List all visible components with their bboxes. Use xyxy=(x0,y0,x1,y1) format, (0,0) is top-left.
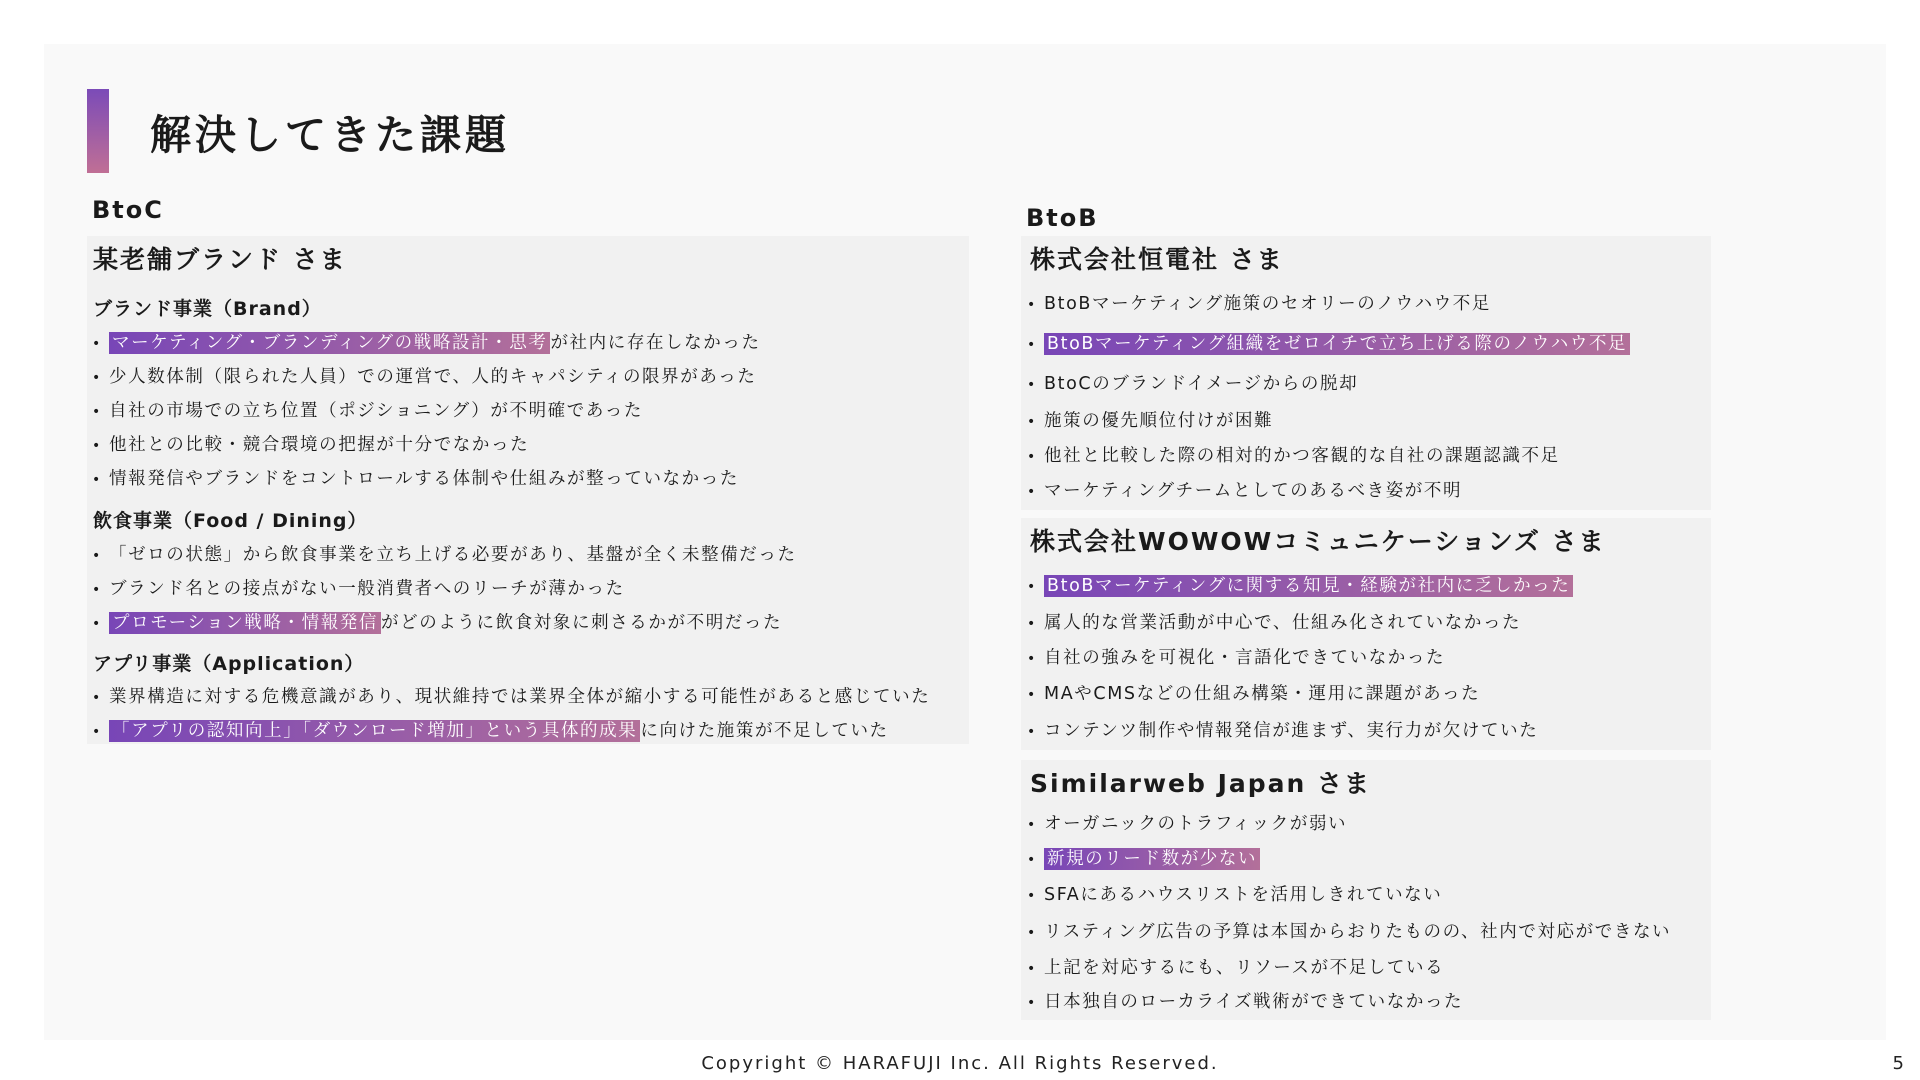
list-item: • 「アプリの認知向上」「ダウンロード増加」という具体的成果 に向けた施策が不足していた xyxy=(92,721,889,741)
highlight: BtoBマーケティングに関する知見・経験が社内に乏しかった xyxy=(1044,575,1573,597)
list-item: • 自社の市場での立ち位置（ポジショニング）が不明確であった xyxy=(92,401,644,421)
list-item: • オーガニックのトラフィックが弱い xyxy=(1027,814,1348,834)
list-item: • プロモーション戦略・情報発信 がどのように飲食対象に刺さるかが不明だった xyxy=(92,613,783,633)
list-item: • BtoBマーケティングに関する知見・経験が社内に乏しかった xyxy=(1027,573,1573,600)
list-item: • 日本独自のローカライズ戦術ができていなかった xyxy=(1027,992,1464,1012)
btoc-section-heading: アプリ事業（Application） xyxy=(93,653,365,675)
list-item: • リスティング広告の予算は本国からおりたものの、社内で対応ができない xyxy=(1027,922,1672,942)
list-item: • 属人的な営業活動が中心で、仕組み化されていなかった xyxy=(1027,613,1522,633)
list-item: • 他社との比較・競合環境の把握が十分でなかった xyxy=(92,435,530,455)
page-title: 解決してきた課題 xyxy=(150,111,510,159)
title-accent-bar xyxy=(87,89,109,173)
list-item: • SFAにあるハウスリストを活用しきれていない xyxy=(1027,885,1443,905)
list-item: • マーケティングチームとしてのあるべき姿が不明 xyxy=(1027,481,1463,501)
list-item: • 上記を対応するにも、リソースが不足している xyxy=(1027,958,1445,978)
highlight: BtoBマーケティング組織をゼロイチで立ち上げる際のノウハウ不足 xyxy=(1044,333,1630,355)
list-item: • BtoCのブランドイメージからの脱却 xyxy=(1027,374,1359,394)
btoc-label: BtoC xyxy=(92,196,164,224)
btob-client-name: Similarweb Japan さま xyxy=(1030,769,1372,798)
btoc-section-heading: ブランド事業（Brand） xyxy=(93,298,322,320)
list-item: • 施策の優先順位付けが困難 xyxy=(1027,411,1274,431)
list-item: • 自社の強みを可視化・言語化できていなかった xyxy=(1027,648,1446,668)
list-item: • 情報発信やブランドをコントロールする体制や仕組みが整っていなかった xyxy=(92,469,739,489)
highlight: マーケティング・ブランディングの戦略設計・思考 xyxy=(109,332,550,354)
list-item: • マーケティング・ブランディングの戦略設計・思考 が社内に存在しなかった xyxy=(92,333,761,353)
highlight: 「アプリの認知向上」「ダウンロード増加」という具体的成果 xyxy=(109,720,640,742)
page-number: 5 xyxy=(1892,1053,1904,1074)
list-item: • 少人数体制（限られた人員）での運営で、人的キャパシティの限界があった xyxy=(92,367,757,387)
btob-client-name: 株式会社恒電社 さま xyxy=(1030,245,1284,274)
btoc-section-heading: 飲食事業（Food / Dining） xyxy=(93,510,368,532)
list-item: • 新規のリード数が少ない xyxy=(1027,846,1260,873)
highlight: プロモーション戦略・情報発信 xyxy=(109,612,381,634)
btoc-client-name: 某老舗ブランド さま xyxy=(93,245,347,274)
btob-client-name: 株式会社WOWOWコミュニケーションズ さま xyxy=(1030,527,1606,556)
list-item: • ブランド名との接点がない一般消費者へのリーチが薄かった xyxy=(92,579,625,599)
list-item: • BtoBマーケティング組織をゼロイチで立ち上げる際のノウハウ不足 xyxy=(1027,331,1630,358)
list-item: • 業界構造に対する危機意識があり、現状維持では業界全体が縮小する可能性があると感じていた xyxy=(92,687,931,707)
list-item: • MAやCMSなどの仕組み構築・運用に課題があった xyxy=(1027,684,1481,704)
list-item: • BtoBマーケティング施策のセオリーのノウハウ不足 xyxy=(1027,294,1491,314)
list-item: • コンテンツ制作や情報発信が進まず、実行力が欠けていた xyxy=(1027,721,1539,741)
list-item: • 「ゼロの状態」から飲食事業を立ち上げる必要があり、基盤が全く未整備だった xyxy=(92,545,797,565)
btob-label: BtoB xyxy=(1026,204,1099,232)
list-item: • 他社と比較した際の相対的かつ客観的な自社の課題認識不足 xyxy=(1027,446,1560,466)
highlight: 新規のリード数が少ない xyxy=(1044,848,1260,870)
copyright-footer: Copyright © HARAFUJI Inc. All Rights Reserved. xyxy=(701,1053,1219,1074)
